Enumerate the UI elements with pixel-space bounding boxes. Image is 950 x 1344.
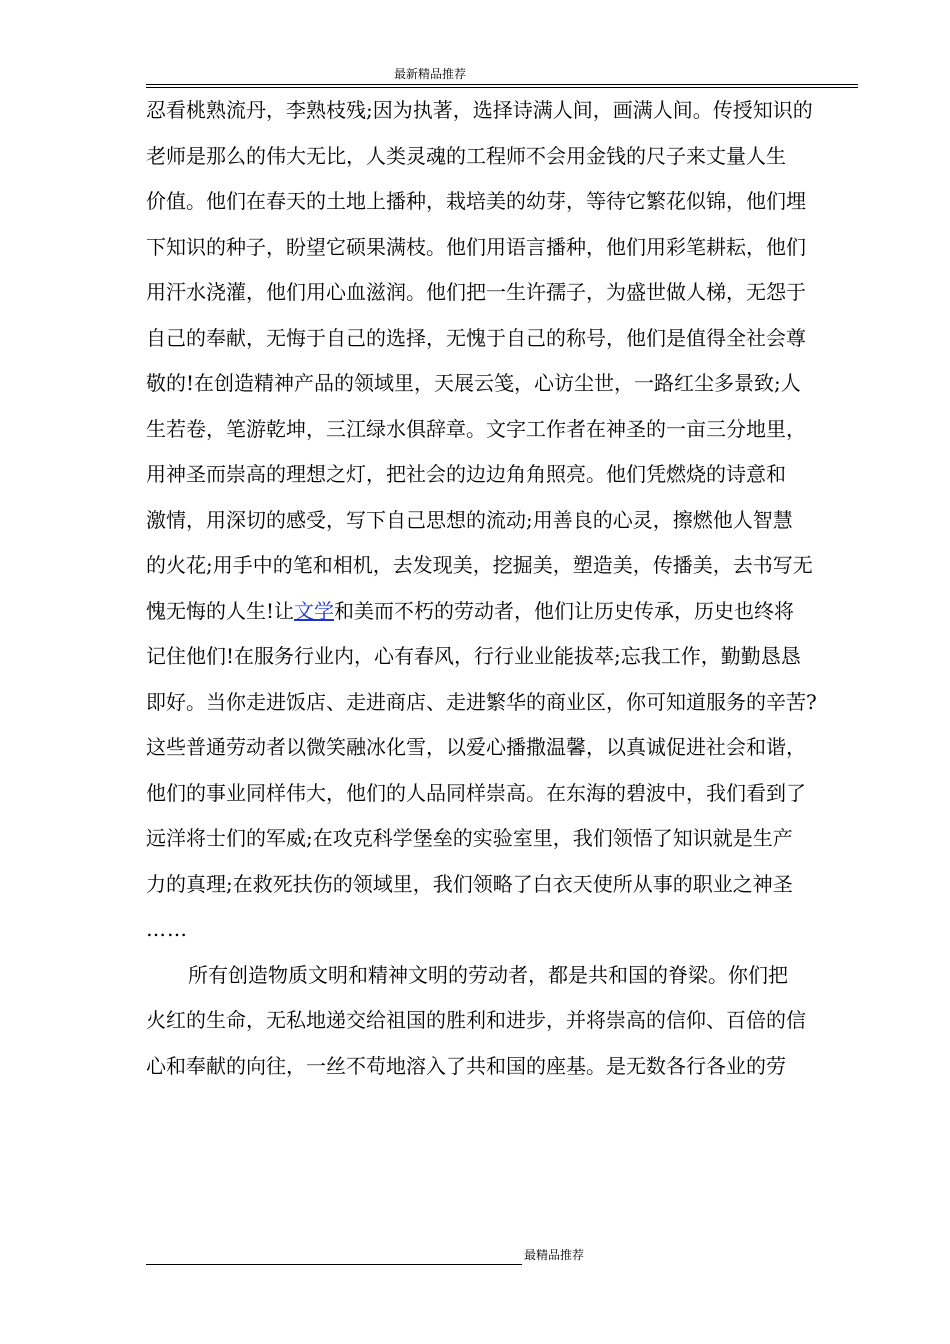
text-line: 价值。他们在春天的土地上播种，栽培美的幼芽，等待它繁花似锦，他们埋 [146, 189, 806, 213]
text-line: 激情，用深切的感受，写下自己思想的流动;用善良的心灵，擦燃他人智慧 [146, 507, 793, 532]
text-line: 用神圣而崇高的理想之灯，把社会的边边角角照亮。他们凭燃烧的诗意和 [146, 462, 786, 486]
ellipsis-line: …… [146, 917, 188, 941]
text-line: 他们的事业同样伟大，他们的人品同样崇高。在东海的碧波中，我们看到了 [146, 780, 806, 805]
text-line: 远洋将士们的军威;在攻克科学堡垒的实验室里，我们领悟了知识就是生产 [146, 826, 793, 850]
text-after-link: 和美而不朽的劳动者，他们让历史传承，历史也终将 [334, 598, 795, 623]
text-line: 用汗水浇灌，他们用心血滋润。他们把一生许孺子，为盛世做人梯，无怨于 [146, 280, 806, 304]
text-line: 的火花;用手中的笔和相机，去发现美，挖掘美，塑造美，传播美，去书写无 [146, 553, 813, 577]
text-line: 忍看桃熟流丹，李熟枝残;因为执著，选择诗满人间，画满人间。传授知识的 [146, 98, 813, 122]
text-line: 记住他们!在服务行业内，心有春风，行行业业能拔萃;忘我工作，勤勤恳恳 [146, 644, 801, 668]
text-line-with-link [146, 589, 860, 635]
text-line: 老师是那么的伟大无比，人类灵魂的工程师不会用金钱的尺子来丈量人生 [146, 143, 786, 168]
footer-text: 最精品推荐 [524, 1248, 585, 1262]
text-line: 这些普通劳动者以微笑融冰化雪，以爱心播撒温馨，以真诚促进社会和谐， [146, 735, 806, 759]
text-before-link: 愧无悔的人生!让 [146, 598, 295, 623]
text-line: 自己的奉献，无悔于自己的选择，无愧于自己的称号，他们是值得全社会尊 [146, 325, 806, 350]
text-line: 生若卷，笔游乾坤，三江绿水俱辞章。文字工作者在神圣的一亩三分地里， [146, 416, 806, 441]
header-text: 最新精品推荐 [394, 67, 467, 81]
text-line: 力的真理;在救死扶伤的领域里，我们领略了白衣天使所从事的职业之神圣 [146, 871, 793, 896]
text-line: 下知识的种子，盼望它硕果满枝。他们用语言播种，他们用彩笔耕耘，他们 [146, 234, 806, 259]
page-footer [146, 1243, 606, 1269]
text-line: 火红的生命，无私地递交给祖国的胜利和进步，并将崇高的信仰、百倍的信 [146, 1008, 806, 1032]
paragraph-start-line: 所有创造物质文明和精神文明的劳动者，都是共和国的脊梁。你们把 [188, 962, 788, 987]
literature-link[interactable]: 文学 [294, 598, 335, 623]
document-body [146, 88, 860, 1089]
page-header [146, 64, 858, 88]
text-line: 即好。当你走进饭店、走进商店、走进繁华的商业区，你可知道服务的辛苦? [146, 689, 817, 714]
footer-rule [146, 1264, 522, 1265]
header-rule [146, 84, 858, 85]
text-line: 心和奉献的向往，一丝不苟地溶入了共和国的座基。是无数各行各业的劳 [146, 1053, 786, 1078]
text-line: 敬的!在创造精神产品的领域里，天展云笺，心访尘世，一路红尘多景致;人 [146, 371, 801, 395]
